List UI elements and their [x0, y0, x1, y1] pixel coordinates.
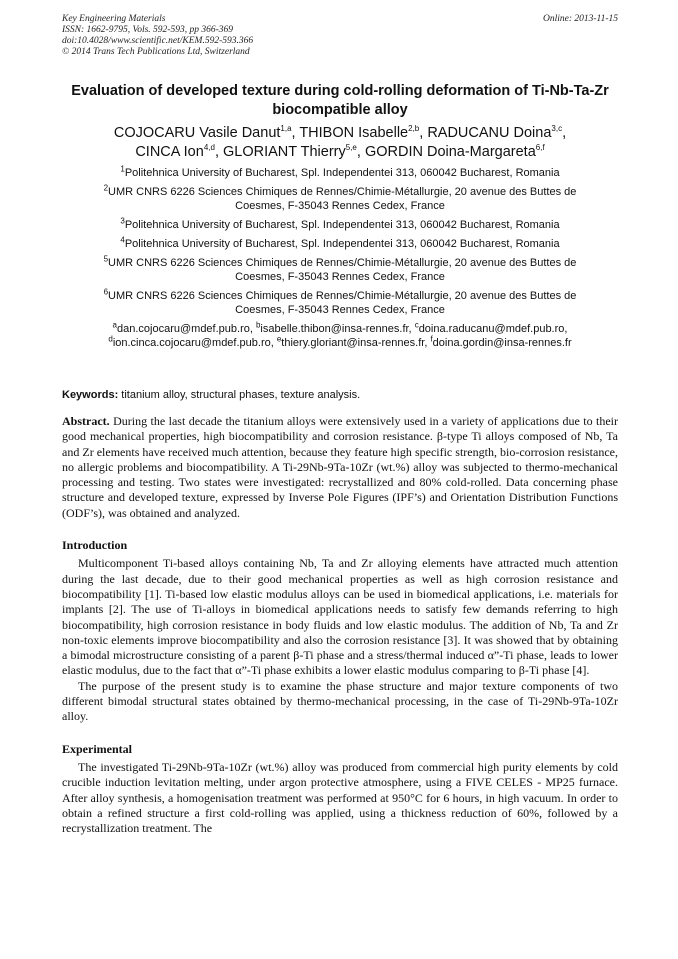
keywords-label: Keywords: [62, 389, 119, 401]
author: RADUCANU Doina$^{3,c}$, [427, 124, 567, 141]
journal-header [62, 14, 618, 58]
affiliation-list [62, 166, 618, 350]
section-heading-introduction: Introduction [62, 538, 128, 553]
email-link[interactable]: $^d$ion.cinca.cojocaru@mdef.pub.ro, [108, 334, 277, 349]
email-line [62, 322, 618, 336]
affiliation: $^3$Politehnica University of Bucharest, Spl. Independentei 313, 060042 Bucharest, Romania [120, 216, 560, 231]
email-line [62, 336, 618, 350]
affiliation: $^4$Politehnica University of Bucharest, Spl. Independentei 313, 060042 Bucharest, Romania [120, 235, 560, 250]
paper-title: Evaluation of developed texture during cold-rolling deformation of Ti-Nb-Ta-Zr biocompatible alloy [71, 83, 609, 118]
author: GLORIANT Thierry$^{5,e}$, [223, 143, 365, 160]
author: CINCA Ion$^{4,d}$, [135, 143, 223, 160]
email-link[interactable]: $^f$doina.gordin@insa-rennes.fr [430, 334, 572, 349]
abstract [62, 414, 618, 521]
paragraph: The purpose of the present study is to examine the phase structure and major texture components of two different bimodal structural states obtained by thermo-mechanical processing, in the case of Ti-29Nb-9Ta-10Zr alloy. [62, 678, 618, 724]
journal-name: Key Engineering Materials [62, 14, 166, 24]
author: GORDIN Doina-Margareta$^{6,f}$ [364, 143, 545, 160]
doi-line[interactable]: doi:10.4028/www.scientific.net/KEM.592-593.366 [62, 36, 254, 46]
paragraph: The investigated Ti-29Nb-9Ta-10Zr (wt.%) alloy was produced from commercial high purity elements by cold crucible induction levitation melting, under argon protective atmosphere, using a FIVE CELES - MP25 furnace. After alloy synthesis, a homogenisation treatment was performed at 950°C for 6 hours, in high vacuum. In order to obtain a refined structure a first cold-rolling was applied, using a thickness reduction of 60%, followed by a recrystallization treatment. The [62, 759, 618, 836]
abstract-label: Abstract. [62, 414, 110, 428]
email-link[interactable]: $^e$thiery.gloriant@insa-rennes.fr, [276, 334, 431, 349]
keywords [62, 388, 618, 402]
paragraph: Multicomponent Ti-based alloys containing Nb, Ta and Zr alloying elements have attracted much attention during the last decade, due to their good mechanical properties as well as high corrosion resistance and biocompatibility [1]. Ti-based low elastic modulus alloys can be used in biomedical applications, i.e. materials for implants [2]. The use of Ti-alloys in biomedical applications needs to satisfy few demands referring to high biocompatibility, high corrosion resistance in body fluids and low elastic modulus. The addition of Nb, Ta and Zr non-toxic elements improve biocompatibility and also the corrosion resistance [3]. It was showed that by obtaining a bimodal microstructure consisting of a parent β-Ti phase and a stress/thermal induced α”-Ti phase, leads to lower elastic modulus, due to the fact that α”-Ti phase exhibits a lower elastic modulus comparing to β-Ti phase [4]. [62, 556, 618, 678]
email-link[interactable]: $^a$dan.cojocaru@mdef.pub.ro, [112, 320, 256, 335]
affiliation: $^6$UMR CNRS 6226 Sciences Chimiques de Rennes/Chimie-Métallurgie, 20 avenue des Buttes de Coesmes, F-35043 Rennes Cedex, France [103, 287, 577, 316]
author-list [62, 124, 618, 162]
email-link[interactable]: $^b$isabelle.thibon@insa-rennes.fr, [255, 320, 415, 335]
author: COJOCARU Vasile Danut$^{1,a}$, [113, 124, 300, 141]
email-link[interactable]: $^c$doina.raducanu@mdef.pub.ro, [414, 320, 568, 335]
issn-line: ISSN: 1662-9795, Vols. 592-593, pp 366-369 [62, 25, 233, 35]
abstract-text: During the last decade the titanium alloys were extensively used in a variety of applications due to their good mechanical properties, high biocompatibility and corrosion resistance. β-type Ti alloys composed of Nb, Ta and Zr elements have received much attention, because they feature high specific strength, bio-corrosion resistance, no allergic problems and biocompatibility. A Ti-29Nb-9Ta-10Zr (wt.%) alloy was subjected to thermo-mechanical processing and testing. Two states were investigated: recrystallized and 80% cold-rolled. Data concerning phase structure and developed texture, expressed by Inverse Pole Figures (IPF’s) and Orientation Distribution Functions (ODF’s), was obtained and analyzed. [62, 414, 618, 520]
affiliation: $^2$UMR CNRS 6226 Sciences Chimiques de Rennes/Chimie-Métallurgie, 20 avenue des Buttes de Coesmes, F-35043 Rennes Cedex, France [103, 183, 577, 212]
affiliation: $^1$Politehnica University of Bucharest, Spl. Independentei 313, 060042 Bucharest, Romania [120, 164, 560, 179]
author: THIBON Isabelle$^{2,b}$, [299, 124, 428, 141]
section-heading-experimental: Experimental [62, 741, 132, 756]
keywords-text: titanium alloy, structural phases, texture analysis. [118, 389, 361, 401]
email-list [62, 322, 618, 350]
paper-body [62, 414, 618, 836]
affiliation: $^5$UMR CNRS 6226 Sciences Chimiques de Rennes/Chimie-Métallurgie, 20 avenue des Buttes de Coesmes, F-35043 Rennes Cedex, France [103, 254, 577, 283]
online-date: Online: 2013-11-15 [542, 14, 618, 24]
copyright-line: © 2014 Trans Tech Publications Ltd, Switzerland [62, 47, 250, 57]
